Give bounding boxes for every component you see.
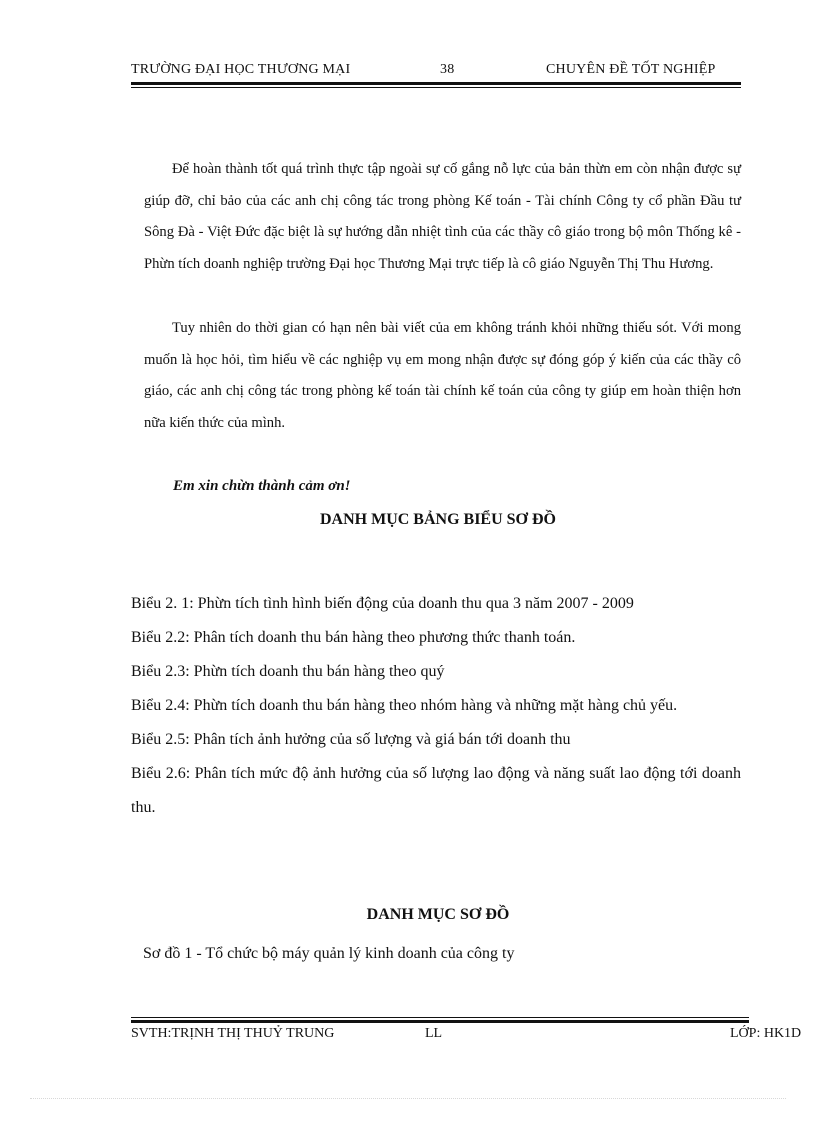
footer-student: SVTH:TRỊNH THỊ THUỶ TRUNG [131,1026,335,1041]
header-school: TRƯỜNG ĐẠI HỌC THƯƠNG MẠI [131,62,351,77]
list-item: Biểu 2.2: Phân tích doanh thu bán hàng theo phương thức thanh toán. [131,629,576,646]
list-item: Biểu 2. 1: Phừn tích tình hình biến động của doanh thu qua 3 năm 2007 - 2009 [131,595,634,612]
header-page-number: 38 [440,62,455,77]
list-item: Biểu 2.6: Phân tích mức độ ảnh hưởng của số lượng lao động và năng suất lao động tới doanh thu. [131,765,741,816]
list-item: Biểu 2.4: Phừn tích doanh thu bán hàng theo nhóm hàng và những mặt hàng chủ yếu. [131,697,678,714]
list-item: Biểu 2.5: Phân tích ảnh hưởng của số lượng và giá bán tới doanh thu [131,731,571,748]
page-bottom-border [30,1098,786,1099]
header-rule-thick [131,82,741,85]
tables-heading: DANH MỤC BẢNG BIỂU SƠ ĐỒ [319,511,556,528]
thanks-line: Em xin chừn thành cảm ơn! [173,478,351,494]
header-rule-thin [131,87,741,88]
list-item: Biểu 2.3: Phừn tích doanh thu bán hàng theo quý [131,663,445,680]
footer-rule-thick [131,1020,749,1023]
footer-class: LỚP: HK1D [730,1026,802,1041]
header-doc-type: CHUYÊN ĐỀ TỐT NGHIỆP [546,62,716,77]
diagram-item: Sơ đồ 1 - Tổ chức bộ máy quản lý kinh doanh của công ty [143,945,515,962]
paragraph-limitations: Tuy nhiên do thời gian có hạn nên bài viết của em không tránh khỏi những thiếu sót. Với mong muốn là học hỏi, tìm hiểu về các nghiệp vụ em mong nhận được sự đóng góp ý kiến của các thầy cô giáo, các anh chị công tác trong phòng kế toán tài chính kế toán của công ty giúp em hoàn thiện hơn nữa kiến thức của mình. [144,320,741,431]
footer-mark: LL [425,1026,443,1041]
paragraph-acknowledgement: Để hoàn thành tốt quá trình thực tập ngoài sự cố gắng nỗ lực của bản thừn em còn nhận được sự giúp đỡ, chỉ bảo của các anh chị công tác trong phòng Kế toán - Tài chính Công ty cổ phần Đầu tư Sông Đà - Việt Đức đặc biệt là sự hướng dẫn nhiệt tình của các thầy cô giáo trong bộ môn Thống kê - Phừn tích doanh nghiệp trường Đại học Thương Mại trực tiếp là cô giáo Nguyễn Thị Thu Hương. [144,161,741,272]
tables-list [131,587,741,825]
footer-rule-thin [131,1017,749,1018]
diagrams-heading: DANH MỤC SƠ ĐỒ [366,906,510,923]
